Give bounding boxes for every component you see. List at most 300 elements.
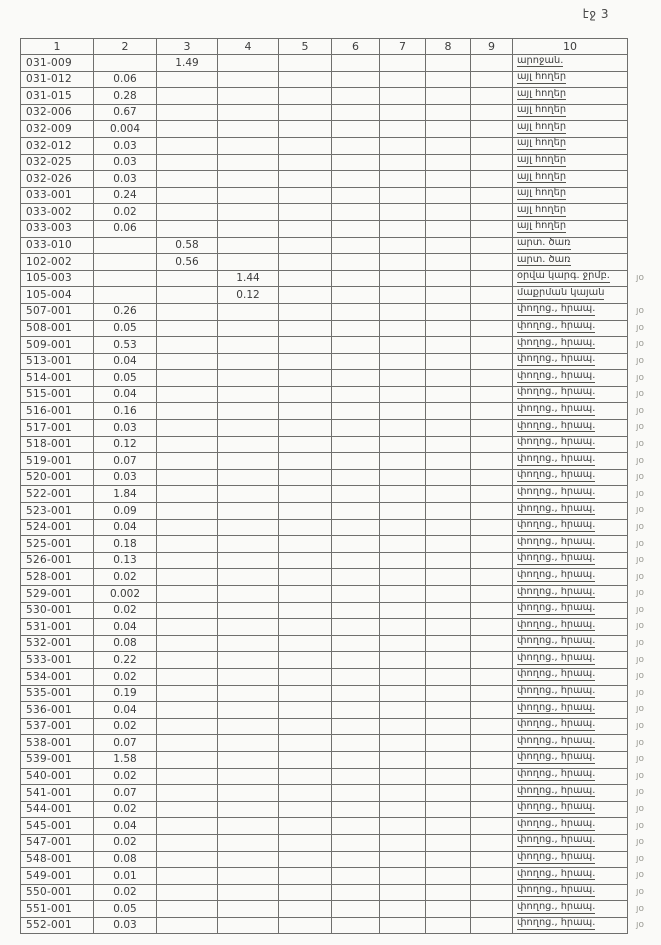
empty-col7-cell (380, 353, 426, 370)
area-col4-cell (218, 503, 279, 520)
parcel-code-cell: 031-015 (21, 88, 94, 105)
empty-col7-cell (380, 104, 426, 121)
empty-col5-cell (279, 237, 332, 254)
empty-col6-cell (332, 453, 380, 470)
empty-col9-cell (471, 768, 513, 785)
empty-col7-cell (380, 668, 426, 685)
margin-mark: յօ (636, 455, 644, 466)
empty-col6-cell (332, 303, 380, 320)
table-row (21, 254, 659, 271)
area-col4-cell (218, 453, 279, 470)
area-col2-cell: 0.02 (94, 668, 157, 685)
margin-mark (628, 55, 659, 72)
empty-col5-cell (279, 586, 332, 603)
margin-mark: յօ (636, 687, 644, 698)
empty-col8-cell (426, 220, 471, 237)
parcel-code-cell: 507-001 (21, 303, 94, 320)
table-row (21, 851, 659, 868)
empty-col9-cell (471, 137, 513, 154)
area-col3-cell (157, 154, 218, 171)
area-col4-cell (218, 320, 279, 337)
column-header: 1 (21, 39, 94, 55)
area-col3-cell (157, 204, 218, 221)
margin-mark (628, 88, 659, 105)
empty-col9-cell (471, 486, 513, 503)
land-use-cell: այլ հողեր (513, 204, 628, 221)
area-col2-cell (94, 270, 157, 287)
empty-col8-cell (426, 818, 471, 835)
area-col2-cell: 0.02 (94, 602, 157, 619)
table-row (21, 768, 659, 785)
margin-mark: յօ (636, 538, 644, 549)
margin-mark (628, 171, 659, 188)
empty-col8-cell (426, 187, 471, 204)
area-col4-cell (218, 88, 279, 105)
parcel-code-cell: 523-001 (21, 503, 94, 520)
table-row (21, 220, 659, 237)
margin-mark: յօ (636, 787, 644, 798)
land-use-cell: փողոց., հրապ. (513, 718, 628, 735)
parcel-code-cell: 526-001 (21, 552, 94, 569)
parcel-code-cell: 033-003 (21, 220, 94, 237)
table-row (21, 569, 659, 586)
parcel-code-cell: 538-001 (21, 735, 94, 752)
empty-col8-cell (426, 868, 471, 885)
land-use-cell: փողոց., հրապ. (513, 337, 628, 354)
empty-col7-cell (380, 254, 426, 271)
area-col4-cell (218, 901, 279, 918)
area-col4-cell (218, 635, 279, 652)
area-col4-cell (218, 668, 279, 685)
table-row (21, 735, 659, 752)
empty-col9-cell (471, 652, 513, 669)
area-col3-cell (157, 668, 218, 685)
empty-col8-cell (426, 768, 471, 785)
area-col2-cell: 0.02 (94, 718, 157, 735)
empty-col8-cell (426, 652, 471, 669)
margin-mark (628, 204, 659, 221)
parcel-code-cell: 522-001 (21, 486, 94, 503)
parcel-code-cell: 508-001 (21, 320, 94, 337)
area-col2-cell: 0.07 (94, 735, 157, 752)
parcel-code-cell: 516-001 (21, 403, 94, 420)
table-row (21, 104, 659, 121)
area-col3-cell (157, 735, 218, 752)
area-col2-cell (94, 254, 157, 271)
land-use-cell: փողոց., հրապ. (513, 735, 628, 752)
empty-col9-cell (471, 237, 513, 254)
land-use-cell: այլ հողեր (513, 88, 628, 105)
empty-col6-cell (332, 137, 380, 154)
area-col4-cell (218, 751, 279, 768)
table-row (21, 503, 659, 520)
table-row (21, 171, 659, 188)
area-col3-cell (157, 137, 218, 154)
empty-col8-cell (426, 436, 471, 453)
empty-col8-cell (426, 519, 471, 536)
empty-col6-cell (332, 519, 380, 536)
area-col3-cell (157, 702, 218, 719)
empty-col6-cell (332, 851, 380, 868)
empty-col6-cell (332, 386, 380, 403)
parcel-code-cell: 552-001 (21, 917, 94, 934)
table-row (21, 154, 659, 171)
empty-col6-cell (332, 569, 380, 586)
empty-col6-cell (332, 337, 380, 354)
land-use-cell: փողոց., հրապ. (513, 868, 628, 885)
area-col2-cell: 0.16 (94, 403, 157, 420)
margin-mark: յօ (636, 671, 644, 682)
empty-col8-cell (426, 270, 471, 287)
area-col2-cell (94, 55, 157, 72)
table-row (21, 868, 659, 885)
land-use-cell: փողոց., հրապ. (513, 320, 628, 337)
land-use-cell: փողոց., հրապ. (513, 536, 628, 553)
empty-col5-cell (279, 220, 332, 237)
empty-col7-cell (380, 320, 426, 337)
empty-col5-cell (279, 768, 332, 785)
empty-col5-cell (279, 536, 332, 553)
empty-col9-cell (471, 851, 513, 868)
empty-col7-cell (380, 901, 426, 918)
empty-col7-cell (380, 785, 426, 802)
area-col2-cell: 0.03 (94, 917, 157, 934)
empty-col8-cell (426, 121, 471, 138)
land-use-cell: փողոց., հրապ. (513, 469, 628, 486)
empty-col5-cell (279, 818, 332, 835)
area-col3-cell (157, 486, 218, 503)
area-col2-cell: 0.12 (94, 436, 157, 453)
empty-col7-cell (380, 586, 426, 603)
area-col2-cell: 0.004 (94, 121, 157, 138)
land-use-cell: փողոց., հրապ. (513, 851, 628, 868)
area-col2-cell: 0.02 (94, 884, 157, 901)
margin-mark: յօ (636, 853, 644, 864)
empty-col7-cell (380, 884, 426, 901)
table-row (21, 668, 659, 685)
empty-col7-cell (380, 420, 426, 437)
column-header: 3 (157, 39, 218, 55)
parcel-code-cell: 509-001 (21, 337, 94, 354)
table-row (21, 536, 659, 553)
empty-col5-cell (279, 137, 332, 154)
table-row (21, 685, 659, 702)
empty-col7-cell (380, 88, 426, 105)
empty-col8-cell (426, 668, 471, 685)
table-row (21, 751, 659, 768)
area-col2-cell: 0.53 (94, 337, 157, 354)
empty-col5-cell (279, 187, 332, 204)
empty-col5-cell (279, 71, 332, 88)
empty-col5-cell (279, 88, 332, 105)
empty-col8-cell (426, 171, 471, 188)
area-col2-cell: 0.04 (94, 386, 157, 403)
area-col4-cell (218, 303, 279, 320)
empty-col9-cell (471, 303, 513, 320)
land-use-cell: փողոց., հրապ. (513, 420, 628, 437)
area-col4-cell (218, 71, 279, 88)
empty-col5-cell (279, 735, 332, 752)
empty-col5-cell (279, 503, 332, 520)
area-col4-cell (218, 868, 279, 885)
empty-col5-cell (279, 403, 332, 420)
empty-col9-cell (471, 635, 513, 652)
empty-col7-cell (380, 237, 426, 254)
area-col3-cell (157, 901, 218, 918)
empty-col6-cell (332, 818, 380, 835)
empty-col5-cell (279, 785, 332, 802)
area-col4-cell (218, 652, 279, 669)
parcel-code-cell: 525-001 (21, 536, 94, 553)
empty-col7-cell (380, 287, 426, 304)
empty-col9-cell (471, 718, 513, 735)
empty-col7-cell (380, 851, 426, 868)
area-col4-cell (218, 851, 279, 868)
empty-col9-cell (471, 436, 513, 453)
land-use-cell: այլ հողեր (513, 71, 628, 88)
table-header (21, 39, 659, 55)
area-col2-cell: 0.07 (94, 453, 157, 470)
area-col3-cell (157, 270, 218, 287)
land-use-cell: այլ հողեր (513, 154, 628, 171)
land-use-cell: փողոց., հրապ. (513, 486, 628, 503)
area-col3-cell (157, 818, 218, 835)
area-col3-cell: 0.58 (157, 237, 218, 254)
area-col2-cell: 0.03 (94, 420, 157, 437)
empty-col6-cell (332, 702, 380, 719)
table-row (21, 71, 659, 88)
empty-col5-cell (279, 801, 332, 818)
land-use-cell: փողոց., հրապ. (513, 353, 628, 370)
margin-mark: յօ (636, 322, 644, 333)
empty-col8-cell (426, 884, 471, 901)
margin-mark: յօ (636, 488, 644, 499)
parcel-code-cell: 533-001 (21, 652, 94, 669)
area-col4-cell (218, 403, 279, 420)
empty-col8-cell (426, 403, 471, 420)
land-use-cell: փողոց., հրապ. (513, 818, 628, 835)
empty-col7-cell (380, 137, 426, 154)
empty-col9-cell (471, 801, 513, 818)
area-col3-cell (157, 536, 218, 553)
margin-mark (628, 137, 659, 154)
empty-col7-cell (380, 868, 426, 885)
area-col4-cell (218, 154, 279, 171)
empty-col6-cell (332, 668, 380, 685)
land-use-cell: այլ հողեր (513, 137, 628, 154)
land-use-cell: այլ հողեր (513, 187, 628, 204)
area-col4-cell (218, 768, 279, 785)
empty-col9-cell (471, 270, 513, 287)
area-col2-cell: 0.05 (94, 320, 157, 337)
parcel-code-cell: 515-001 (21, 386, 94, 403)
empty-col9-cell (471, 619, 513, 636)
empty-col7-cell (380, 370, 426, 387)
empty-col6-cell (332, 436, 380, 453)
parcel-code-cell: 102-002 (21, 254, 94, 271)
empty-col9-cell (471, 370, 513, 387)
margin-mark: յօ (636, 920, 644, 931)
area-col2-cell: 0.06 (94, 71, 157, 88)
table-row (21, 884, 659, 901)
table-row (21, 801, 659, 818)
parcel-code-cell: 513-001 (21, 353, 94, 370)
margin-mark: յօ (636, 837, 644, 848)
area-col2-cell: 0.24 (94, 187, 157, 204)
empty-col5-cell (279, 370, 332, 387)
empty-col6-cell (332, 320, 380, 337)
empty-col9-cell (471, 586, 513, 603)
empty-col9-cell (471, 121, 513, 138)
margin-mark: յօ (636, 472, 644, 483)
parcel-code-cell: 528-001 (21, 569, 94, 586)
area-col2-cell: 0.04 (94, 353, 157, 370)
area-col4-cell (218, 254, 279, 271)
empty-col8-cell (426, 635, 471, 652)
empty-col8-cell (426, 486, 471, 503)
area-col3-cell (157, 104, 218, 121)
area-col4-cell (218, 486, 279, 503)
empty-col7-cell (380, 834, 426, 851)
parcel-code-cell: 519-001 (21, 453, 94, 470)
column-header: 10 (513, 39, 628, 55)
margin-mark: յօ (636, 737, 644, 748)
margin-mark: յօ (636, 405, 644, 416)
empty-col8-cell (426, 88, 471, 105)
table-row (21, 901, 659, 918)
land-use-cell: փողոց., հրապ. (513, 702, 628, 719)
margin-mark: յօ (636, 704, 644, 715)
empty-col9-cell (471, 552, 513, 569)
empty-col6-cell (332, 635, 380, 652)
margin-mark: յօ (636, 571, 644, 582)
table-row (21, 619, 659, 636)
table-row (21, 917, 659, 934)
margin-mark: յօ (636, 870, 644, 881)
empty-col9-cell (471, 917, 513, 934)
area-col3-cell (157, 420, 218, 437)
empty-col7-cell (380, 270, 426, 287)
empty-col9-cell (471, 668, 513, 685)
area-col4-cell (218, 801, 279, 818)
empty-col9-cell (471, 204, 513, 221)
empty-col9-cell (471, 685, 513, 702)
area-col4-cell (218, 602, 279, 619)
empty-col9-cell (471, 834, 513, 851)
margin-mark: յօ (636, 886, 644, 897)
empty-col9-cell (471, 353, 513, 370)
empty-col5-cell (279, 602, 332, 619)
parcel-code-cell: 548-001 (21, 851, 94, 868)
empty-col8-cell (426, 237, 471, 254)
land-use-cell: արտ. ծառ (513, 237, 628, 254)
area-col2-cell: 0.08 (94, 851, 157, 868)
parcel-code-cell: 530-001 (21, 602, 94, 619)
empty-col8-cell (426, 751, 471, 768)
area-col4-cell (218, 685, 279, 702)
area-col3-cell (157, 768, 218, 785)
margin-mark: յօ (636, 355, 644, 366)
empty-col7-cell (380, 751, 426, 768)
empty-col6-cell (332, 718, 380, 735)
area-col3-cell (157, 386, 218, 403)
empty-col5-cell (279, 469, 332, 486)
margin-mark (628, 220, 659, 237)
parcel-code-cell: 536-001 (21, 702, 94, 719)
empty-col7-cell (380, 768, 426, 785)
header-row (21, 39, 659, 55)
empty-col5-cell (279, 668, 332, 685)
empty-col6-cell (332, 121, 380, 138)
land-use-cell: այլ հողեր (513, 104, 628, 121)
area-col3-cell (157, 619, 218, 636)
area-col4-cell (218, 619, 279, 636)
land-use-cell: այլ հողեր (513, 220, 628, 237)
empty-col6-cell (332, 868, 380, 885)
area-col3-cell (157, 834, 218, 851)
empty-col8-cell (426, 386, 471, 403)
column-header: 9 (471, 39, 513, 55)
area-col2-cell: 0.02 (94, 834, 157, 851)
column-header: 7 (380, 39, 426, 55)
empty-col6-cell (332, 204, 380, 221)
land-use-cell: փողոց., հրապ. (513, 884, 628, 901)
area-col3-cell (157, 868, 218, 885)
area-col2-cell: 0.28 (94, 88, 157, 105)
land-use-cell: փողոց., հրապ. (513, 519, 628, 536)
empty-col7-cell (380, 801, 426, 818)
empty-col8-cell (426, 917, 471, 934)
area-col2-cell: 0.19 (94, 685, 157, 702)
empty-col8-cell (426, 586, 471, 603)
land-use-cell: փողոց., հրապ. (513, 652, 628, 669)
empty-col9-cell (471, 154, 513, 171)
margin-mark: յօ (636, 339, 644, 350)
empty-col5-cell (279, 652, 332, 669)
empty-col7-cell (380, 55, 426, 72)
empty-col6-cell (332, 154, 380, 171)
empty-col6-cell (332, 486, 380, 503)
area-col2-cell: 0.04 (94, 702, 157, 719)
area-col2-cell: 0.04 (94, 519, 157, 536)
parcel-code-cell: 105-003 (21, 270, 94, 287)
parcel-code-cell: 031-009 (21, 55, 94, 72)
area-col2-cell: 0.02 (94, 768, 157, 785)
area-col4-cell (218, 519, 279, 536)
area-col3-cell (157, 287, 218, 304)
empty-col7-cell (380, 569, 426, 586)
empty-col7-cell (380, 303, 426, 320)
empty-col5-cell (279, 254, 332, 271)
area-col2-cell: 0.03 (94, 137, 157, 154)
empty-col8-cell (426, 469, 471, 486)
empty-col9-cell (471, 469, 513, 486)
table-row (21, 602, 659, 619)
empty-col7-cell (380, 187, 426, 204)
margin-mark (628, 237, 659, 254)
area-col4-cell (218, 735, 279, 752)
empty-col8-cell (426, 353, 471, 370)
area-col3-cell (157, 685, 218, 702)
empty-col6-cell (332, 55, 380, 72)
table-row (21, 486, 659, 503)
empty-col5-cell (279, 104, 332, 121)
area-col4-cell (218, 171, 279, 188)
land-use-cell: փողոց., հրապ. (513, 834, 628, 851)
parcel-code-cell: 520-001 (21, 469, 94, 486)
area-col4-cell: 1.44 (218, 270, 279, 287)
margin-mark: յօ (636, 372, 644, 383)
